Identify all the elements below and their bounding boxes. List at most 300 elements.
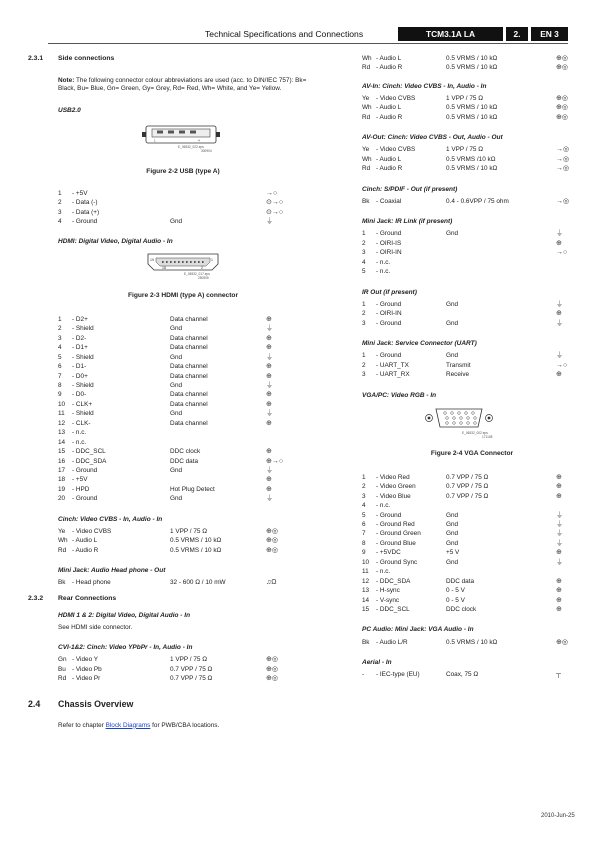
pin-name: - D0+: [72, 372, 88, 380]
svg-text:1: 1: [154, 138, 156, 143]
pin-row: [362, 512, 582, 521]
pin-value: 0 - 5 V: [446, 596, 465, 604]
signal-icon: →◎: [556, 146, 570, 154]
pin-value: Data channel: [170, 363, 208, 371]
pin-number: 13: [362, 587, 370, 595]
signal-icon: ⊕◎: [266, 537, 278, 545]
pin-number: Wh: [362, 104, 372, 112]
pin-value: DDC clock: [446, 605, 477, 613]
signal-icon: ⊕: [556, 483, 562, 491]
signal-icon: ⏚: [556, 230, 563, 238]
pin-name: - Data (+): [72, 208, 100, 216]
pin-number: 11: [58, 410, 65, 418]
chassis-text-pre: Refer to chapter: [58, 721, 106, 729]
signal-icon: ⊕◎: [556, 95, 568, 102]
pin-number: 10: [58, 400, 66, 408]
section-title: Side connections: [58, 55, 115, 62]
pin-value: DDC data: [446, 577, 475, 585]
pin-row: [362, 502, 582, 511]
pin-name: - D2+: [72, 315, 88, 323]
pin-row: [58, 344, 308, 353]
pin-row: [362, 362, 582, 371]
pin-value: 0.7 VPP / 75 Ω: [446, 492, 489, 500]
pin-value: Data channel: [170, 391, 208, 399]
signal-icon: ⊕◎: [266, 665, 278, 673]
signal-icon: ⏚: [556, 539, 563, 547]
pin-number: 5: [362, 511, 366, 519]
pin-number: 6: [58, 363, 62, 371]
signal-icon: ⊕◎: [556, 104, 568, 112]
pin-name: - D1-: [72, 363, 87, 371]
pin-row: [58, 448, 308, 457]
pin-value: 1 VPP / 75 Ω: [170, 527, 207, 535]
pin-name: - Video Y: [72, 656, 99, 664]
pin-number: 10: [362, 558, 370, 566]
pin-number: -: [362, 671, 365, 679]
pin-name: - Ground Sync: [376, 558, 418, 566]
pin-name: - Ground: [72, 495, 98, 503]
signal-icon: ⊕◎: [266, 656, 278, 664]
section-chassis-overview: [28, 698, 308, 710]
pin-row: [58, 486, 308, 495]
pin-value: Data channel: [170, 419, 208, 427]
pin-number: 1: [58, 315, 62, 323]
hdmi-connector-drawing: [58, 250, 308, 284]
pin-row: [58, 666, 308, 675]
pin-value: Transmit: [446, 361, 471, 369]
pin-row: [362, 114, 582, 123]
pin-number: 9: [58, 391, 62, 399]
irout-pin-list: [362, 301, 582, 329]
pin-value: Gnd: [170, 325, 183, 333]
pin-row: [58, 537, 308, 546]
pin-number: 15: [58, 448, 66, 456]
signal-icon: ⊕◎: [556, 64, 568, 72]
pin-row: [362, 639, 582, 648]
page-header-title: Technical Specifications and Connections: [205, 29, 364, 39]
signal-icon: ⏚: [556, 352, 563, 360]
pin-number: 5: [362, 268, 366, 276]
signal-icon: ⊕: [266, 315, 272, 323]
usb-figure: [58, 120, 308, 160]
pin-name: - Video CVBS: [72, 527, 112, 535]
pin-number: 4: [58, 344, 62, 352]
pin-row: [58, 199, 308, 208]
spdif-pin-list: [362, 198, 582, 207]
signal-icon: ⊕: [556, 371, 562, 379]
pin-row: [58, 579, 308, 588]
signal-icon: ⊕◎: [556, 55, 568, 62]
pin-number: Wh: [58, 537, 68, 545]
pin-name: - HPD: [72, 485, 90, 493]
pin-row: [58, 467, 308, 476]
pin-row: [362, 371, 582, 380]
header-divider: [48, 43, 568, 44]
pcaudio-pin-list: [362, 639, 582, 648]
avout-heading: AV-Out: Cinch: Video CVBS - Out, Audio - Out: [362, 134, 503, 142]
signal-icon: ⊕: [556, 239, 562, 247]
pin-value: Gnd: [446, 521, 459, 529]
hdmi-pin-list: [58, 316, 308, 505]
pin-name: - Ground Blue: [376, 539, 416, 547]
pin-number: Bk: [362, 197, 370, 205]
pin-row: [362, 352, 582, 361]
signal-icon: ⊕: [266, 419, 272, 427]
pin-row: [58, 439, 308, 448]
pin-number: 3: [362, 249, 366, 257]
pin-number: Gn: [58, 656, 67, 664]
signal-icon: ⏚: [266, 325, 273, 333]
section-title: Chassis Overview: [58, 698, 134, 709]
pin-value: 0.7 VPP / 75 Ω: [170, 675, 213, 683]
vga-caption: Figure 2-4 VGA Connector: [430, 449, 514, 457]
pin-row: [362, 474, 582, 483]
signal-icon: →○: [266, 189, 278, 197]
usb-connector-drawing: [58, 120, 308, 160]
pin-value: 0.7 VPP / 75 Ω: [446, 483, 489, 491]
pin-number: 3: [362, 319, 366, 327]
pin-name: - IEC-type (EU): [376, 671, 420, 679]
pin-name: - Data (-): [72, 199, 98, 207]
pin-name: - Coaxial: [376, 197, 402, 205]
aerial-pin-list: [362, 671, 582, 680]
pin-number: 12: [362, 577, 370, 585]
pin-number: Rd: [58, 546, 67, 554]
avin-pin-list: [362, 95, 582, 123]
signal-icon: ⏚: [556, 558, 563, 566]
pin-name: - +5V: [72, 476, 88, 484]
signal-icon: ⏚: [556, 300, 563, 308]
pin-name: - Ground: [376, 300, 402, 308]
signal-icon: ⊕: [266, 344, 272, 352]
pin-name: - Video Pb: [72, 665, 102, 673]
aerial-heading: Aerial - In: [362, 658, 392, 666]
pin-name: - Ground Green: [376, 530, 421, 538]
pin-number: 2: [362, 310, 366, 318]
svg-text:4: 4: [198, 138, 200, 143]
note-label: Note:: [58, 77, 75, 85]
pin-value: 0.7 VPP / 75 Ω: [446, 473, 489, 481]
pin-name: - Video CVBS: [376, 146, 416, 154]
pin-row: [362, 310, 582, 319]
pin-number: 3: [362, 492, 366, 500]
signal-icon: ⊕: [266, 400, 272, 408]
pin-number: 6: [362, 521, 366, 529]
cvi-pin-list: [58, 656, 308, 684]
pin-value: Data channel: [170, 400, 208, 408]
pin-number: 5: [58, 353, 62, 361]
signal-icon: ♫Ω: [266, 579, 277, 587]
pin-value: Gnd: [446, 300, 459, 308]
pin-name: - H-sync: [376, 587, 400, 595]
pin-name: - n.c.: [72, 438, 87, 446]
block-diagrams-link[interactable]: Block Diagrams: [105, 721, 151, 729]
pin-number: 4: [362, 502, 366, 510]
ir-pin-list: [362, 230, 582, 277]
usb-fig-code: E_06532_022.eps: [178, 144, 204, 149]
pin-name: - Shield: [72, 353, 94, 361]
pin-row: [362, 320, 582, 329]
pin-name: - n.c.: [376, 568, 391, 576]
pin-value: Data channel: [170, 344, 208, 352]
pin-name: - D2-: [72, 334, 87, 342]
signal-icon: →◎: [556, 155, 570, 163]
pin-number: 20: [58, 495, 66, 503]
pin-name: - Video Blue: [376, 492, 411, 500]
footer-date: 2010-Jun-25: [541, 813, 575, 819]
pin-number: Bu: [58, 665, 66, 673]
pin-value: 0.5 VRMS / 10 kΩ: [446, 104, 498, 112]
signal-icon: ⊕◎: [556, 113, 568, 121]
chassis-text: [58, 722, 308, 730]
pin-name: - Audio L/R: [376, 638, 408, 646]
pin-row: [58, 209, 308, 218]
pin-name: - Audio L: [376, 104, 402, 112]
pin-value: 0.5 VRMS / 10 kΩ: [446, 64, 498, 72]
pin-row: [362, 95, 582, 104]
pin-number: 3: [58, 334, 62, 342]
pin-number: Bk: [58, 579, 66, 587]
pin-row: [58, 335, 308, 344]
signal-icon: ⊙→○: [266, 199, 284, 207]
vga-fig-date: 171108: [482, 434, 493, 439]
vga-connector-drawing: [362, 404, 582, 442]
pin-value: Data channel: [170, 315, 208, 323]
pin-row: [362, 549, 582, 558]
pin-row: [58, 410, 308, 419]
pin-value: Gnd: [446, 352, 459, 360]
pin-name: - Head phone: [72, 579, 111, 587]
vga-pin-list: [362, 474, 582, 616]
pin-number: 4: [362, 258, 366, 266]
pin-value: Gnd: [446, 558, 459, 566]
pin-name: - +5VDC: [376, 549, 401, 557]
language-badge: EN 3: [531, 27, 568, 41]
pin-name: - Ground Red: [376, 521, 415, 529]
pin-number: Ye: [362, 95, 370, 102]
section-rear-connections: [28, 594, 308, 603]
pin-number: 7: [58, 372, 62, 380]
pin-value: 0.4 - 0.6VPP / 75 ohm: [446, 197, 509, 205]
pin-name: - CLK-: [72, 419, 91, 427]
pin-name: - UART_RX: [376, 371, 410, 379]
pin-number: 18: [58, 476, 66, 484]
pin-row: [362, 230, 582, 239]
pin-name: - Video Green: [376, 483, 416, 491]
signal-icon: ⏚: [556, 521, 563, 529]
pin-number: 14: [58, 438, 66, 446]
pin-row: [58, 495, 308, 504]
pin-name: - D0-: [72, 391, 87, 399]
hdmi-figure: [58, 250, 308, 284]
pin-number: 2: [58, 199, 62, 207]
pin-row: [58, 218, 308, 227]
signal-icon: ⏚: [556, 319, 563, 327]
right-column: [362, 55, 582, 692]
pin-name: - Video Pr: [72, 675, 101, 683]
pin-name: - n.c.: [376, 258, 391, 266]
signal-icon: ⊙→○: [266, 208, 284, 216]
pin-row: [58, 476, 308, 485]
signal-icon: ⊕: [556, 473, 562, 481]
pin-name: - CLK+: [72, 400, 93, 408]
pin-number: 9: [362, 549, 366, 557]
vga-heading: VGA/PC: Video RGB - In: [362, 391, 437, 399]
pin-number: 8: [58, 382, 62, 390]
pin-row: [362, 671, 582, 680]
pin-number: 17: [58, 466, 66, 474]
signal-icon: ⏚: [266, 353, 273, 361]
pin-row: [362, 568, 582, 577]
pin-row: [58, 656, 308, 665]
pin-value: 0.5 VRMS / 10 kΩ: [170, 537, 222, 545]
pin-number: 14: [362, 596, 370, 604]
signal-icon: ⊕: [556, 549, 562, 557]
pin-number: Rd: [58, 675, 67, 683]
headphone-heading: Mini Jack: Audio Head phone - Out: [58, 567, 166, 575]
pin-name: - Ground: [376, 319, 402, 327]
pin-row: [362, 64, 582, 73]
section-number: 2.3.2: [28, 594, 44, 602]
pin-name: - Audio L: [376, 55, 402, 62]
pin-row: [58, 420, 308, 429]
continued-pin-list: [362, 55, 582, 74]
signal-icon: ⊕◎: [266, 527, 278, 535]
pin-row: [362, 104, 582, 113]
pin-row: [58, 391, 308, 400]
signal-icon: ⊕: [266, 372, 272, 380]
pin-number: 19: [58, 485, 66, 493]
pin-name: - OIRI-IS: [376, 239, 402, 247]
signal-icon: ⊕◎: [556, 638, 568, 646]
pin-value: Gnd: [170, 466, 183, 474]
pin-row: [362, 559, 582, 568]
pin-name: - Audio L: [72, 537, 98, 545]
pin-number: Rd: [362, 113, 371, 121]
hdmi-fig-date: 250505: [198, 275, 209, 280]
pin-row: [362, 259, 582, 268]
model-badge: TCM3.1A LA: [398, 27, 503, 41]
pin-number: 11: [362, 568, 369, 576]
pin-name: - Video CVBS: [376, 95, 416, 102]
pin-name: - DDC_SCL: [72, 448, 106, 456]
pin-value: 32 - 600 Ω / 10 mW: [170, 579, 226, 587]
pin-number: Rd: [362, 64, 371, 72]
pin-number: 8: [362, 539, 366, 547]
pin-number: Wh: [362, 55, 372, 62]
hdmi-pin-label: 1: [211, 257, 213, 262]
usb-heading: USB2.0: [58, 107, 81, 115]
pin-value: Coax, 75 Ω: [446, 671, 479, 679]
pin-value: 1 VPP / 75 Ω: [446, 146, 483, 154]
pin-number: 1: [362, 352, 366, 360]
pin-value: 0.5 VRMS / 10 kΩ: [446, 638, 498, 646]
pin-row: [362, 606, 582, 615]
pin-name: - UART_TX: [376, 361, 409, 369]
pin-value: Gnd: [170, 353, 183, 361]
signal-icon: ⊕: [266, 334, 272, 342]
pin-value: DDC clock: [170, 448, 201, 456]
pin-row: [58, 190, 308, 199]
signal-icon: →◎: [556, 165, 570, 173]
chassis-text-post: for PWB/CBA locations.: [150, 721, 220, 729]
pin-number: Rd: [362, 165, 371, 173]
signal-icon: ⊕: [266, 363, 272, 371]
pin-value: 0.5 VRMS /10 kΩ: [446, 155, 496, 163]
pin-row: [362, 597, 582, 606]
hdmi-pin-label: 18: [162, 265, 166, 270]
pin-name: - n.c.: [376, 502, 391, 510]
pin-row: [362, 540, 582, 549]
pin-number: 3: [362, 371, 366, 379]
signal-icon: ⏚: [556, 511, 563, 519]
pin-value: Gnd: [446, 530, 459, 538]
signal-icon: ⊕: [556, 587, 562, 595]
pin-name: - D1+: [72, 344, 88, 352]
hdmi-pin-label: 19: [150, 257, 154, 262]
pin-row: [362, 530, 582, 539]
avout-pin-list: [362, 146, 582, 174]
pin-row: [58, 429, 308, 438]
pin-row: [362, 240, 582, 249]
pin-value: 0.5 VRMS / 10 kΩ: [446, 165, 498, 173]
pin-number: 7: [362, 530, 366, 538]
pin-value: DDC data: [170, 457, 199, 465]
note-text: The following connector colour abbreviations are used (acc. to DIN/IEC 757): Bk= Black, Bu= Blue, Gn= Green, Gy= Grey, Rd= Red, Wh= White, and Ye= Yellow.: [58, 77, 307, 93]
pin-number: 1: [362, 300, 366, 308]
cvi-heading: CVI-1&2: Cinch: Video YPbPr - In, Audio - In: [58, 644, 193, 652]
signal-icon: ⏚: [266, 495, 273, 503]
signal-icon: ┬: [556, 671, 561, 679]
signal-icon: ⊕: [266, 448, 272, 456]
pin-value: 1 VPP / 75 Ω: [170, 656, 207, 664]
pin-number: 4: [58, 218, 62, 226]
pin-number: 2: [362, 239, 366, 247]
spdif-heading: Cinch: S/PDIF - Out (if present): [362, 185, 458, 193]
pin-name: - Audio R: [376, 165, 403, 173]
pin-name: - OIRI-IN: [376, 310, 402, 318]
pin-row: [58, 528, 308, 537]
pin-row: [58, 401, 308, 410]
pin-name: - Ground: [72, 466, 98, 474]
ir-heading: Mini Jack: IR Link (if present): [362, 218, 453, 226]
usb-pin-list: [58, 190, 308, 228]
signal-icon: ⏚: [266, 218, 273, 226]
pin-value: 0.7 VPP / 75 Ω: [170, 665, 213, 673]
pin-row: [362, 578, 582, 587]
pin-row: [58, 458, 308, 467]
pin-row: [58, 325, 308, 334]
pin-value: Gnd: [446, 230, 459, 238]
signal-icon: ⊕: [556, 492, 562, 500]
pin-value: 0.5 VRMS / 10 kΩ: [446, 113, 498, 121]
pin-row: [362, 268, 582, 277]
pin-row: [362, 198, 582, 207]
pin-row: [362, 249, 582, 258]
pin-row: [362, 521, 582, 530]
pin-row: [362, 55, 582, 64]
signal-icon: →◎: [556, 197, 570, 205]
colour-note: [58, 77, 308, 93]
pin-number: 16: [58, 457, 66, 465]
pin-number: 2: [362, 483, 366, 491]
hdmi-heading: HDMI: Digital Video, Digital Audio - In: [58, 237, 173, 245]
pin-number: Bk: [362, 638, 370, 646]
pin-name: - DDC_SDA: [72, 457, 107, 465]
pin-value: Gnd: [170, 495, 183, 503]
signal-icon: ⏚: [266, 466, 273, 474]
pin-name: - DDC_SCL: [376, 605, 410, 613]
